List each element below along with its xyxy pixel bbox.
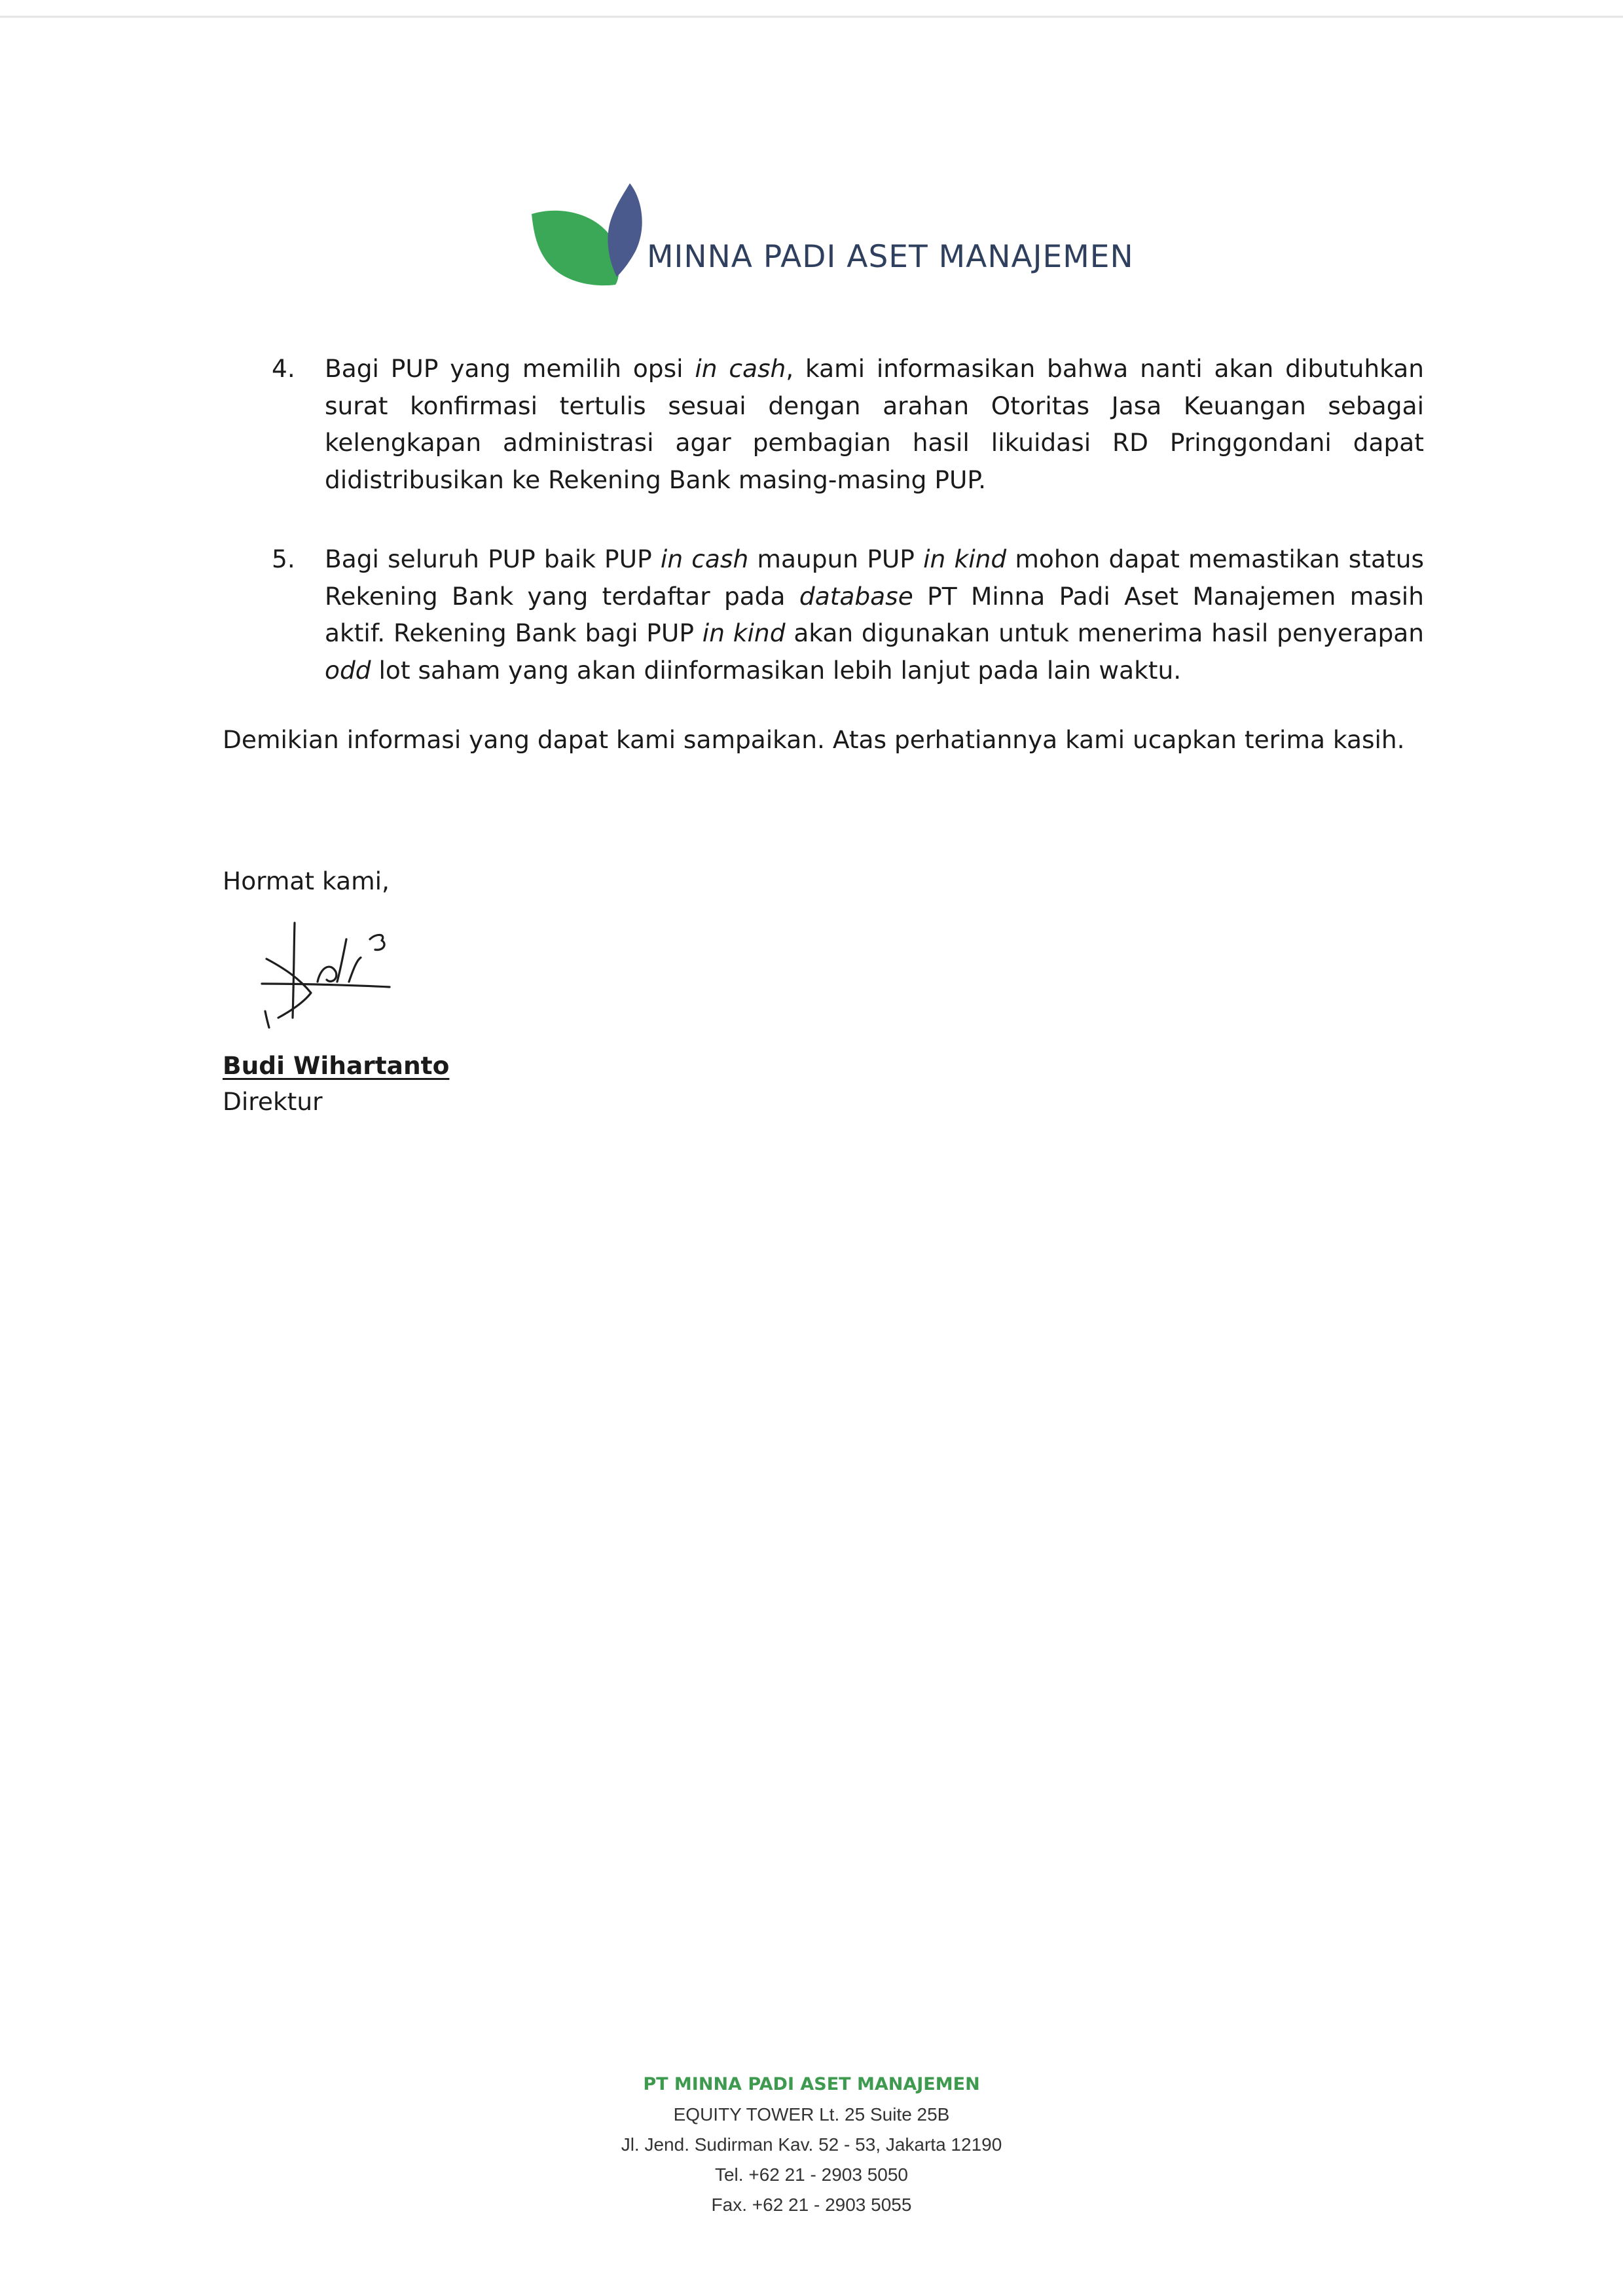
green-leaf-icon — [532, 211, 619, 285]
closing-paragraph: Demikian informasi yang dapat kami sampaikan. Atas perhatiannya kami ucapkan terima kasih. — [223, 725, 1405, 754]
blue-leaf-icon — [608, 183, 642, 277]
salutation: Hormat kami, — [223, 867, 390, 895]
numbered-list — [272, 350, 1424, 731]
italic-term: odd — [325, 655, 371, 685]
text-segment: lot saham yang akan diinformasikan lebih lanjut pada lain waktu. — [371, 655, 1182, 685]
text-segment: Bagi PUP yang memilih opsi — [325, 354, 695, 383]
letterhead — [530, 180, 1134, 295]
text-segment: akan digunakan untuk menerima hasil penyerapan — [785, 619, 1424, 647]
text-segment: Bagi seluruh PUP baik PUP — [325, 545, 661, 573]
footer-tel: Tel. +62 21 - 2903 5050 — [714, 2164, 908, 2185]
signer-name: Budi Wihartanto — [223, 1051, 450, 1080]
brand-name: MINNA PADI ASET MANAJEMEN — [647, 239, 1134, 275]
item-text — [325, 354, 1424, 494]
footer-fax: Fax. +62 21 - 2903 5055 — [711, 2195, 912, 2215]
italic-term: database — [799, 581, 913, 611]
handwritten-signature — [259, 920, 416, 1034]
footer — [0, 2070, 1623, 2220]
list-item — [272, 350, 1424, 498]
italic-term: in cash — [695, 354, 786, 383]
leaf-logo-icon — [530, 180, 645, 295]
text-segment: PT Minna Padi Aset Manajemen masih aktif. Rekening Bank bagi PUP — [325, 581, 1424, 647]
italic-term: in cash — [660, 545, 749, 573]
text-segment: mohon dapat memastikan status Rekening Bank yang terdaftar pada — [325, 545, 1425, 611]
footer-address: Jl. Jend. Sudirman Kav. 52 - 53, Jakarta 12190 — [621, 2134, 1002, 2155]
signer-title: Direktur — [223, 1087, 323, 1116]
item-text — [325, 545, 1424, 685]
footer-building: EQUITY TOWER Lt. 25 Suite 25B — [673, 2104, 950, 2125]
list-item — [272, 541, 1424, 689]
text-segment: maupun PUP — [748, 545, 924, 573]
text-segment: , kami informasikan bahwa nanti akan dibutuhkan surat konfirmasi tertulis sesuai dengan arahan Otoritas Jasa Keuangan sebagai kelengkapan administrasi agar pembagian hasil likuidasi RD Pringgondani dapat didistribusikan ke Rekening Bank masing-masing PUP. — [325, 354, 1424, 494]
scan-top-edge — [0, 16, 1623, 18]
item-number: 4. — [272, 354, 295, 383]
footer-company: PT MINNA PADI ASET MANAJEMEN — [643, 2074, 980, 2094]
italic-term: in kind — [702, 619, 786, 647]
italic-term: in kind — [923, 545, 1007, 573]
item-number: 5. — [272, 545, 295, 573]
